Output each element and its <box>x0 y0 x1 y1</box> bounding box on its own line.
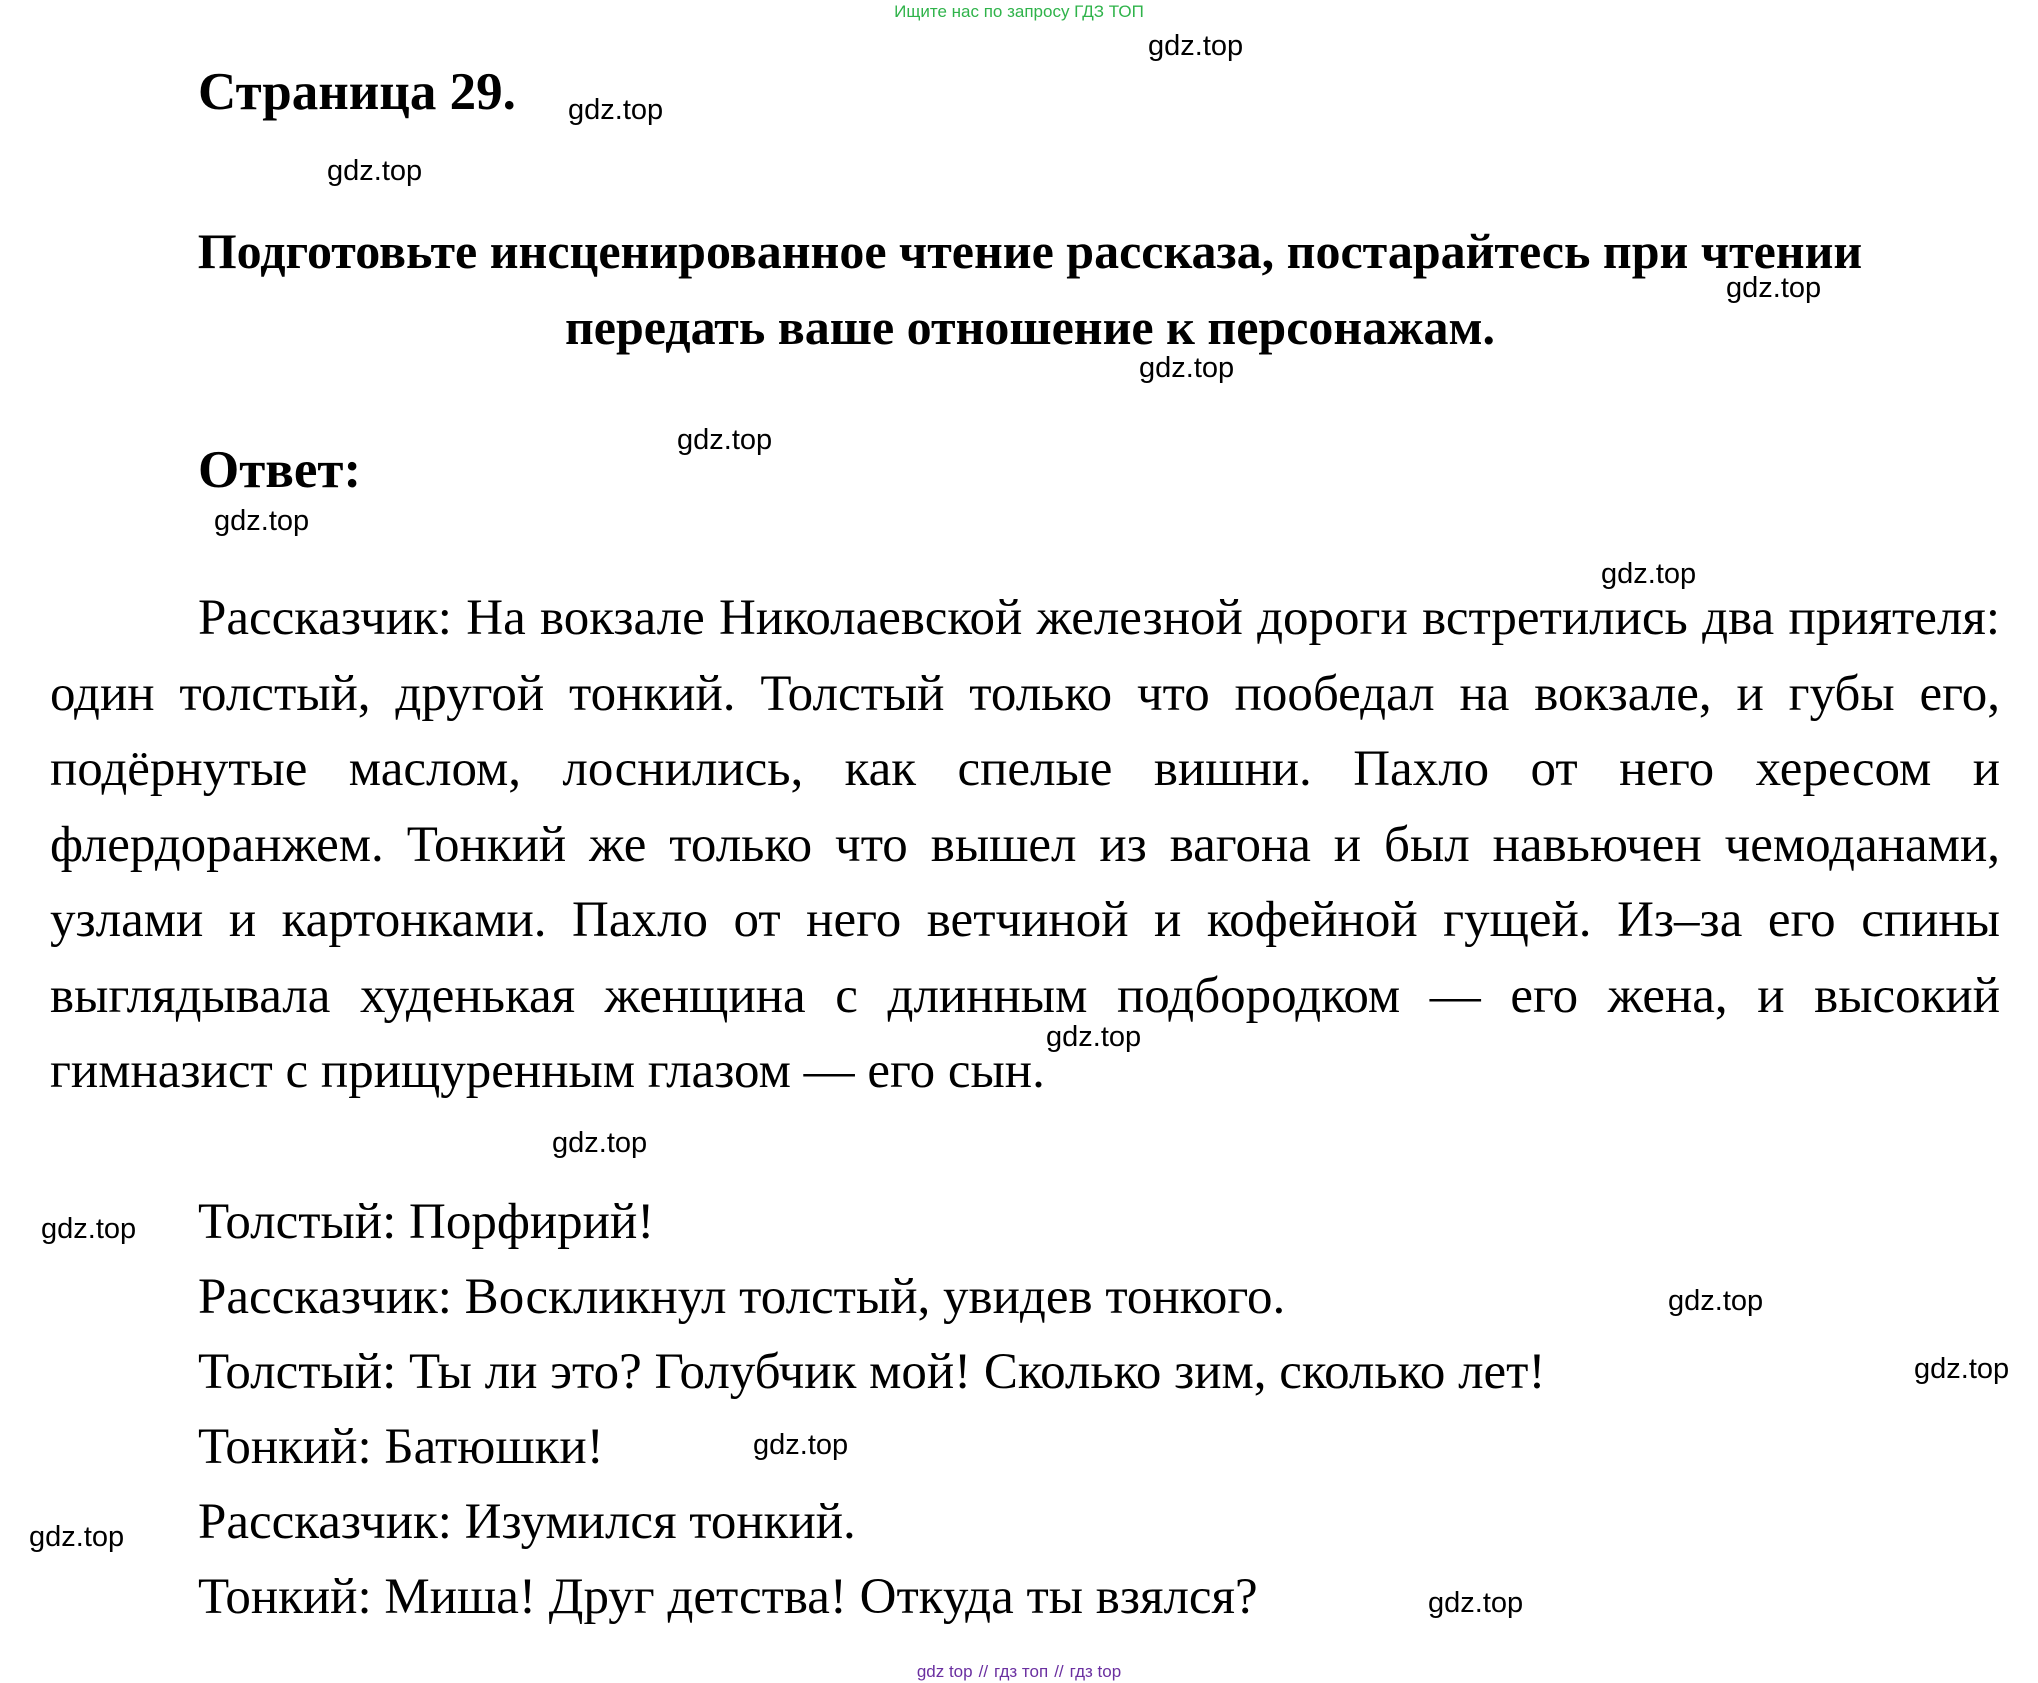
dialogue-line: Рассказчик: Воскликнул толстый, увидев тонкого. <box>198 1269 1286 1325</box>
dialogue-line: Толстый: Порфирий! <box>198 1194 655 1250</box>
watermark: gdz.top <box>29 1521 125 1553</box>
footer-link[interactable]: gdz top <box>916 1662 973 1681</box>
watermark: gdz.top <box>327 155 423 187</box>
watermark: gdz.top <box>1668 1285 1764 1317</box>
footer-link[interactable]: гдз top <box>1069 1662 1122 1681</box>
footer-link[interactable]: гдз топ <box>994 1662 1049 1681</box>
page-title: Страница 29. <box>198 63 516 121</box>
footer-links <box>0 1662 2038 1682</box>
task-question: Подготовьте инсценированное чтение рассказа, постарайтесь при чтении передать ваше отношение к персонажам. <box>197 223 1863 355</box>
watermark: gdz.top <box>214 505 310 537</box>
top-banner: Ищите нас по запросу ГДЗ ТОП <box>894 2 1144 21</box>
watermark: gdz.top <box>753 1429 849 1461</box>
watermark: gdz.top <box>568 94 664 126</box>
watermark: gdz.top <box>1601 558 1697 590</box>
watermark: gdz.top <box>1914 1353 2010 1385</box>
watermark: gdz.top <box>1726 272 1822 304</box>
watermark: gdz.top <box>1428 1587 1524 1619</box>
answer-label: Ответ: <box>198 441 362 499</box>
footer-separator: // <box>1054 1662 1064 1681</box>
narration-paragraph: Рассказчик: На вокзале Николаевской железной дороги встретились два приятеля: один толстый, другой тонкий. Толстый только что пообедал на вокзале, и губы его, подёрнутые маслом, лоснились, как спелые вишни. Пахло от него хересом и флердоранжем. Тонкий же только что вышел из вагона и был навьючен чемоданами, узлами и картонками. Пахло от него ветчиной и кофейной гущей. Из‒за его спины выглядывала худенькая женщина с длинным подбородком — его жена, и высокий гимназист с прищуренным глазом — его сын. <box>50 590 2000 1099</box>
dialogue-line: Рассказчик: Изумился тонкий. <box>198 1494 856 1550</box>
watermark: gdz.top <box>677 424 773 456</box>
footer-separator: // <box>978 1662 989 1681</box>
watermark: gdz.top <box>1139 352 1235 384</box>
dialogue-line: Толстый: Ты ли это? Голубчик мой! Сколько зим, сколько лет! <box>198 1344 1546 1400</box>
dialogue-line: Тонкий: Батюшки! <box>198 1419 604 1475</box>
watermark: gdz.top <box>1046 1021 1142 1053</box>
watermark: gdz.top <box>1148 30 1244 62</box>
watermark: gdz.top <box>552 1127 648 1159</box>
dialogue-line: Тонкий: Миша! Друг детства! Откуда ты взялся? <box>198 1569 1258 1625</box>
watermark: gdz.top <box>41 1213 137 1245</box>
